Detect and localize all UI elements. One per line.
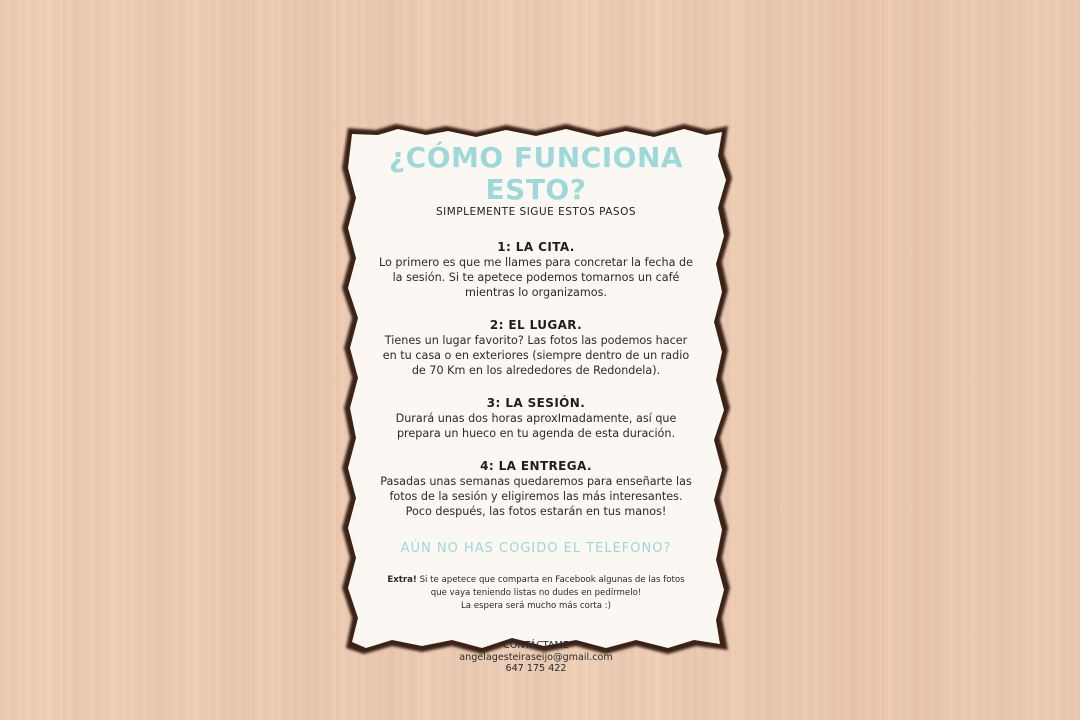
burnt-paper-card [336,120,736,674]
step-line: Pasadas unas semanas quedaremos para enseñarte las [380,475,692,488]
contact-block [364,640,708,675]
step-heading: 3: LA SESIÓN. [486,396,586,410]
extra-line-2: que vaya teniendo listas no dudes en pedírmelo! [430,588,642,598]
extra-note [364,574,708,613]
step-line: Durará unas dos horas aproxImadamente, así que [395,412,677,425]
step-3 [364,396,708,441]
card-title: ¿CÓMO FUNCIONA ESTO? [388,141,684,206]
step-line: prepara un hueco en tu agenda de esta duración. [396,427,676,440]
call-to-action: AÚN NO HAS COGIDO EL TELEFONO? [400,541,672,556]
step-4 [364,459,708,519]
step-2 [364,318,708,378]
step-line: en tu casa o en exteriores (siempre dentro de un radio [382,349,690,362]
card-subtitle: SIMPLEMENTE SIGUE ESTOS PASOS [435,206,637,218]
step-line: de 70 Km en los alrededores de Redondela). [411,364,661,377]
contact-phone: 647 175 422 [505,663,567,674]
step-line: Tienes un lugar favorito? Las fotos las podemos hacer [384,334,688,347]
extra-text-1: Si te apetece que comparta en Facebook algunas de las fotos [416,575,685,585]
step-line: mientras lo organizamos. [465,286,607,299]
extra-label: Extra! [387,575,417,585]
step-heading: 2: EL LUGAR. [489,318,583,332]
card-content [364,132,708,675]
step-line: Lo primero es que me llames para concretar la fecha de [378,256,694,269]
step-line: fotos de la sesión y eligiremos las más interesantes. [389,490,683,503]
contact-email: angelagesteiraseijo@gmail.com [459,651,613,663]
step-line: Poco después, las fotos estarán en tus manos! [405,505,667,518]
extra-line-3: La espera será mucho más corta :) [460,601,612,611]
extra-line-1 [382,574,690,587]
step-line: la sesión. Si te apetece podemos tomarnos un café [392,271,680,284]
step-1 [364,240,708,300]
step-heading: 1: LA CITA. [497,240,575,254]
step-heading: 4: LA ENTREGA. [480,459,592,473]
contact-heading: CONTÁCTAME [503,640,569,651]
